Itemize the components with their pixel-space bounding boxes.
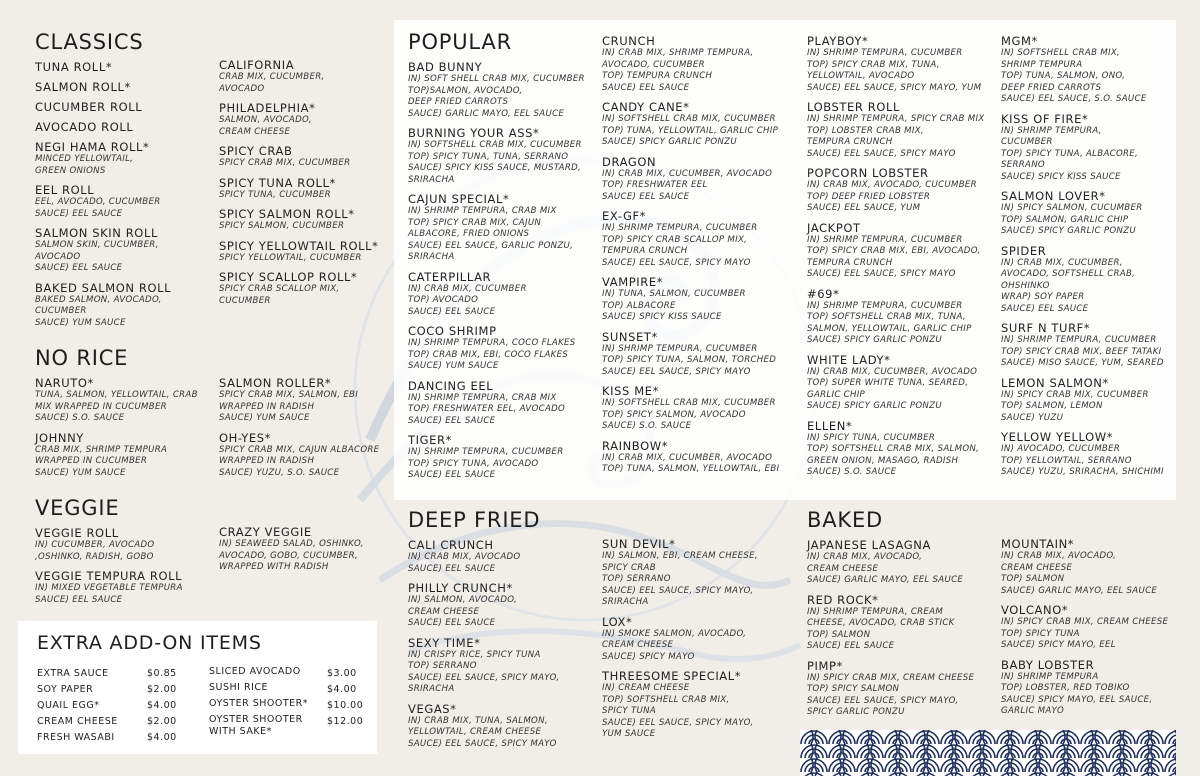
- menu-item-description: IN) CRAB MIX, CUCUMBER, AVOCADO TOP) FRESHWATER EEL SAUCE) EEL SAUCE: [602, 168, 773, 202]
- menu-item-name: VOLCANO*: [1001, 603, 1069, 617]
- addon-price: $10.00: [327, 700, 364, 711]
- baked-column-1: [807, 538, 999, 719]
- menu-item-description: IN) CRAB MIX, AVOCADO, CUCUMBER TOP) DEEP FRIED LOBSTER SAUCE) EEL SAUCE, YUM: [807, 180, 977, 213]
- no-rice-section: [35, 346, 215, 485]
- menu-item-description: IN) CRAB MIX, CUCUMBER TOP) AVOCADO SAUCE) EEL SAUCE: [408, 283, 527, 317]
- deep-fried-column-1: [408, 538, 600, 750]
- addon-name: OYSTER SHOOTER WITH SAKE*: [209, 714, 303, 737]
- menu-item-description: SPICY CRAB MIX, SALMON, EBI WRAPPED IN RADISH SAUCE) YUM SAUCE: [219, 390, 359, 423]
- menu-item-name: SEXY TIME*: [408, 635, 481, 650]
- menu-item-description: IN) SPICY CRAB MIX, CREAM CHEESE TOP) SPICY SALMON SAUCE) EEL SAUCE, SPICY MAYO, SPICY GARLIC PONZU: [807, 672, 975, 717]
- menu-item-name: BAKED SALMON ROLL: [35, 280, 172, 295]
- menu-item-name: PHILLY CRUNCH*: [408, 581, 513, 595]
- menu-item-name: CRUNCH: [602, 34, 656, 48]
- classics-right-column: [219, 58, 394, 313]
- menu-item-description: IN) SHRIMP TEMPURA, CRAB MIX TOP) SPICY CRAB MIX, CAJUN ALBACORE, FRIED ONIONS SAUCE) EEL SAUCE, GARLIC PONZU, SRIRACHA: [408, 206, 574, 262]
- menu-item-description: IN) SHRIMP TEMPURA TOP) LOBSTER, RED TOBIKO SAUCE) SPICY MAYO, EEL SAUCE, GARLIC MAYO: [1001, 671, 1153, 716]
- menu-item: [602, 439, 802, 476]
- menu-item-description: IN) SHRIMP TEMPURA, COCO FLAKES TOP) CRAB MIX, EBI, COCO FLAKES SAUCE) YUM SAUCE: [408, 338, 576, 371]
- menu-item-name: KISS ME*: [602, 384, 659, 398]
- menu-item: [219, 431, 394, 480]
- menu-item-description: TUNA, SALMON, YELLOWTAIL, CRAB MIX WRAPPED IN CUCUMBER SAUCE) S.O. SAUCE: [35, 390, 198, 423]
- menu-item: [1001, 34, 1176, 106]
- menu-item: [408, 636, 600, 696]
- menu-item-description: SPICY CRAB SCALLOP MIX, CUCUMBER: [219, 284, 340, 306]
- menu-item-name: SUNSET*: [602, 329, 658, 344]
- menu-item-description: IN) SHRIMP TEMPURA, CUCUMBER TOP) SOFTSHELL CRAB MIX, TUNA, SALMON, YELLOWTAIL, GARLIC CHIP SAUCE) SPICY GARLIC PONZU: [807, 300, 972, 345]
- menu-item: [408, 581, 600, 630]
- deep-fried-title: DEEP FRIED: [408, 508, 541, 532]
- menu-item: [602, 537, 797, 609]
- menu-item: [602, 384, 802, 433]
- addons-title: EXTRA ADD-ON ITEMS: [37, 632, 262, 654]
- menu-item: [35, 526, 215, 563]
- menu-item: [219, 58, 394, 95]
- seigaiha-pattern: [800, 730, 1176, 776]
- addon-row: [209, 698, 389, 714]
- menu-item-description: IN) SALMON, EBI, CREAM CHEESE, SPICY CRAB TOP) SERRANO SAUCE) EEL SAUCE, SPICY MAYO, SRIRACHA: [602, 551, 758, 607]
- menu-item-name: VEGGIE ROLL: [35, 526, 119, 540]
- menu-item-name: SALMON ROLL*: [35, 80, 131, 94]
- menu-item: [1001, 603, 1179, 652]
- menu-item-name: EEL ROLL: [35, 183, 95, 197]
- baked-column-2-wrap: [1001, 537, 1179, 724]
- classics-title: CLASSICS: [35, 30, 144, 54]
- classics-right-list: [219, 58, 394, 307]
- menu-item-name: VAMPIRE*: [602, 275, 664, 289]
- menu-item-name: CALI CRUNCH: [408, 538, 494, 552]
- menu-item-name: PHILADELPHIA*: [219, 101, 316, 115]
- menu-item: [408, 126, 600, 186]
- menu-item-description: IN) SPICY CRAB MIX, CREAM CHEESE TOP) SPICY TUNA SAUCE) SPICY MAYO, EEL: [1001, 617, 1169, 650]
- addon-price: $4.00: [147, 732, 177, 743]
- addon-price: $2.00: [147, 716, 177, 727]
- menu-item-description: IN) SMOKE SALMON, AVOCADO, CREAM CHEESE SAUCE) SPICY MAYO: [602, 628, 747, 662]
- menu-item: [35, 281, 215, 330]
- menu-item-name: JACKPOT: [807, 220, 861, 235]
- menu-item-description: IN) SHRIMP TEMPURA, CRAB MIX TOP) FRESHWATER EEL, AVOCADO SAUCE) EEL SAUCE: [408, 392, 566, 426]
- addon-name: QUAIL EGG*: [37, 700, 100, 711]
- menu-item-description: CRAB MIX, SHRIMP TEMPURA WRAPPED IN CUCUMBER SAUCE) YUM SAUCE: [35, 444, 168, 478]
- baked-title: BAKED: [807, 508, 883, 532]
- menu-item-name: SUN DEVIL*: [602, 537, 676, 551]
- popular-column-3: [807, 34, 999, 479]
- addon-row: [37, 730, 209, 746]
- menu-item-description: IN) CRAB MIX, AVOCADO, CREAM CHEESE SAUCE) GARLIC MAYO, EEL SAUCE: [807, 552, 964, 585]
- menu-item-description: SALMON SKIN, CUCUMBER, AVOCADO SAUCE) EEL SAUCE: [35, 240, 159, 273]
- addon-row: [37, 666, 209, 682]
- menu-item-name: NEGI HAMA ROLL*: [35, 140, 150, 154]
- menu-item: [807, 221, 999, 281]
- menu-item-name: #69*: [807, 286, 840, 301]
- menu-item: [1001, 321, 1176, 370]
- menu-item-name: VEGGIE TEMPURA ROLL: [35, 569, 183, 583]
- menu-item: [219, 101, 394, 138]
- menu-item-description: SALMON, AVOCADO, CREAM CHEESE: [219, 115, 312, 137]
- menu-item: [807, 419, 999, 479]
- menu-item-description: IN) SHRIMP TEMPURA, SPICY CRAB MIX TOP) LOBSTER CRAB MIX, TEMPURA CRUNCH SAUCE) EEL SAUCE, SPICY MAYO: [807, 114, 985, 159]
- deep-fried-section: [408, 508, 600, 756]
- menu-item-name: WHITE LADY*: [807, 352, 891, 367]
- menu-item-name: AVOCADO ROLL: [35, 120, 134, 134]
- menu-item-name: TIGER*: [408, 433, 452, 447]
- menu-item-description: IN) SHRIMP TEMPURA, CUCUMBER TOP) SPICY CRAB MIX, TUNA, YELLOWTAIL, AVOCADO SAUCE) EEL SAUCE, SPICY MAYO, YUM: [807, 48, 982, 93]
- menu-item: [219, 207, 394, 233]
- menu-item: [35, 100, 215, 114]
- menu-item-name: SALMON ROLLER*: [219, 376, 332, 390]
- menu-item-name: SALMON SKIN ROLL: [35, 226, 158, 240]
- menu-item-description: IN) AVOCADO, CUCUMBER TOP) YELLOWTAIL, SERRANO SAUCE) YUZU, SRIRACHA, SHICHIMI: [1001, 444, 1164, 477]
- menu-item: [1001, 244, 1176, 316]
- menu-item: [1001, 112, 1176, 184]
- menu-item-name: EX-GF*: [602, 209, 647, 223]
- menu-item-description: IN) SEAWEED SALAD, OSHINKO, AVOCADO, GOBO, CUCUMBER, WRAPPED WITH RADISH: [219, 539, 364, 572]
- addons-left-list: [37, 666, 209, 746]
- menu-item-description: IN) CREAM CHEESE TOP) SOFTSHELL CRAB MIX, SPICY TUNA SAUCE) EEL SAUCE, SPICY MAYO, YUM SAUCE: [602, 683, 754, 739]
- menu-item: [35, 183, 215, 220]
- addon-row: [209, 714, 389, 738]
- addon-price: $12.00: [327, 716, 364, 727]
- menu-item-name: JOHNNY: [35, 430, 84, 445]
- menu-item: [1001, 376, 1176, 425]
- addon-name: CREAM CHEESE: [37, 716, 118, 727]
- veggie-left-list: [35, 526, 215, 606]
- baked-section: [807, 508, 999, 725]
- baked-column-2: [1001, 537, 1179, 718]
- menu-item-name: KISS OF FIRE*: [1001, 111, 1089, 126]
- deep-fried-column-2: [602, 537, 797, 741]
- addon-name: FRESH WASABI: [37, 732, 115, 743]
- menu-item-name: CATERPILLAR: [408, 269, 492, 284]
- menu-item-description: IN) CRAB MIX, SHRIMP TEMPURA, AVOCADO, CUCUMBER TOP) TEMPURA CRUNCH SAUCE) EEL SAUCE: [602, 48, 754, 93]
- menu-item: [602, 100, 802, 149]
- popular-title: POPULAR: [408, 30, 512, 54]
- menu-item: [1001, 189, 1176, 238]
- menu-item: [602, 155, 802, 204]
- menu-item: [1001, 658, 1179, 718]
- menu-item: [408, 324, 600, 373]
- addon-name: SLICED AVOCADO: [209, 666, 301, 677]
- menu-item-description: SPICY SALMON, CUCUMBER: [219, 221, 345, 231]
- menu-item-description: IN) CRAB MIX, AVOCADO, CREAM CHEESE TOP) SALMON SAUCE) GARLIC MAYO, EEL SAUCE: [1001, 551, 1158, 596]
- menu-item: [408, 270, 600, 319]
- menu-item-name: SPICY SALMON ROLL*: [219, 207, 355, 221]
- menu-item-name: THREESOME SPECIAL*: [602, 669, 742, 683]
- menu-item: [807, 100, 999, 160]
- menu-item-name: RED ROCK*: [807, 592, 879, 607]
- addon-name: EXTRA SAUCE: [37, 668, 109, 679]
- menu-item: [1001, 537, 1179, 597]
- menu-item-description: IN) SHRIMP TEMPURA, CUCUMBER TOP) SPICY CRAB SCALLOP MIX, TEMPURA CRUNCH SAUCE) EEL SAUCE, SPICY MAYO: [602, 223, 758, 268]
- veggie-right-column: [219, 525, 394, 580]
- menu-item: [602, 209, 802, 269]
- menu-item-name: POPCORN LOBSTER: [807, 166, 929, 180]
- menu-item: [408, 192, 600, 264]
- menu-item: [35, 80, 215, 94]
- popular-column-4-wrap: [1001, 34, 1176, 485]
- menu-item-description: IN) SHRIMP TEMPURA, CREAM CHEESE, AVOCADO, CRAB STICK TOP) SALMON SAUCE) EEL SAUCE: [807, 606, 955, 651]
- no-rice-title: NO RICE: [35, 346, 129, 370]
- menu-item-name: MGM*: [1001, 34, 1038, 48]
- menu-item: [35, 120, 215, 134]
- menu-item-description: IN) SOFTSHELL CRAB MIX, CUCUMBER TOP) SPICY SALMON, AVOCADO SAUCE) S.O. SAUCE: [602, 398, 776, 431]
- menu-item: [807, 353, 999, 413]
- menu-item: [807, 166, 999, 215]
- menu-item-description: SPICY TUNA, CUCUMBER: [219, 189, 331, 200]
- menu-item-name: CANDY CANE*: [602, 100, 690, 114]
- menu-item-name: RAINBOW*: [602, 438, 669, 453]
- menu-item: [1001, 430, 1176, 479]
- menu-item-name: VEGAS*: [408, 701, 457, 716]
- classics-left-list: [35, 60, 215, 329]
- addon-name: OYSTER SHOOTER*: [209, 698, 309, 709]
- menu-item: [219, 144, 394, 170]
- menu-item-name: CAJUN SPECIAL*: [408, 192, 510, 206]
- menu-item: [219, 239, 394, 265]
- addon-price: $0.85: [147, 668, 177, 679]
- menu-item-description: IN) SOFT SHELL CRAB MIX, CUCUMBER TOP)SALMON, AVOCADO, DEEP FRIED CARROTS SAUCE) GARLIC MAYO, EEL SAUCE: [408, 74, 585, 119]
- menu-item: [602, 330, 802, 379]
- menu-item-description: IN) SHRIMP TEMPURA, CUCUMBER TOP) SPICY CRAB MIX, BEEF TATAKI SAUCE) MISO SAUCE, YUM, SEARED: [1001, 335, 1164, 368]
- menu-item-name: DANCING EEL: [408, 378, 494, 393]
- menu-item-name: SPICY YELLOWTAIL ROLL*: [219, 238, 379, 253]
- menu-item: [35, 60, 215, 74]
- addon-name: SUSHI RICE: [209, 682, 269, 693]
- addon-name: SOY PAPER: [37, 684, 94, 695]
- menu-item-description: IN) TUNA, SALMON, CUCUMBER TOP) ALBACORE SAUCE) SPICY KISS SAUCE: [602, 289, 746, 322]
- menu-item-description: IN) SOFTSHELL CRAB MIX, SHRIMP TEMPURA TOP) TUNA, SALMON, ONO, DEEP FRIED CARROTS SAUCE) EEL SAUCE, S.O. SAUCE: [1001, 48, 1147, 104]
- menu-item-name: SURF N TURF*: [1001, 321, 1091, 335]
- menu-item-description: IN) CRAB MIX, CUCUMBER, AVOCADO, SOFTSHELL CRAB, OHSHINKO WRAP) SOY PAPER SAUCE) EEL SAUCE: [1001, 257, 1136, 314]
- addon-row: [37, 714, 209, 730]
- menu-item-name: CUCUMBER ROLL: [35, 100, 143, 114]
- menu-item-name: PLAYBOY*: [807, 34, 869, 48]
- menu-item-description: BAKED SALMON, AVOCADO, CUCUMBER SAUCE) YUM SAUCE: [35, 294, 162, 328]
- menu-item-description: MINCED YELLOWTAIL, GREEN ONIONS: [35, 154, 134, 176]
- addon-price: $4.00: [327, 684, 357, 695]
- menu-item: [602, 669, 797, 741]
- no-rice-left-list: [35, 376, 215, 479]
- menu-item: [35, 226, 215, 275]
- menu-item: [408, 538, 600, 575]
- menu-item-name: YELLOW YELLOW*: [1001, 430, 1114, 444]
- classics-section: [35, 30, 215, 335]
- menu-item-name: COCO SHRIMP: [408, 324, 497, 338]
- menu-item-name: LOBSTER ROLL: [807, 100, 901, 114]
- menu-item-name: BABY LOBSTER: [1001, 657, 1095, 672]
- menu-item-description: IN) SPICY CRAB MIX, CUCUMBER TOP) SALMON, LEMON SAUCE) YUZU: [1001, 389, 1149, 423]
- menu-item: [408, 433, 600, 482]
- menu-item-description: IN) SHRIMP TEMPURA, CUCUMBER TOP) SPICY TUNA, ALBACORE, SERRANO SAUCE) SPICY KISS SAUCE: [1001, 125, 1139, 182]
- menu-item-description: IN) SHRIMP TEMPURA, CUCUMBER TOP) SPICY CRAB MIX, EBI, AVOCADO, TEMPURA CRUNCH SAUCE) EEL SAUCE, SPICY MAYO: [807, 234, 981, 279]
- menu-item: [602, 615, 797, 664]
- veggie-right-list: [219, 525, 394, 574]
- menu-item: [219, 176, 394, 202]
- menu-item-description: IN) MIXED VEGETABLE TEMPURA SAUCE) EEL SAUCE: [35, 583, 183, 605]
- menu-item-name: SPICY TUNA ROLL*: [219, 175, 336, 190]
- menu-item-description: IN) CRISPY RICE, SPICY TUNA TOP) SERRANO SAUCE) EEL SAUCE, SPICY MAYO, SRIRACHA: [408, 649, 560, 694]
- menu-item-description: IN) CRAB MIX, TUNA, SALMON, YELLOWTAIL, CREAM CHEESE SAUCE) EEL SAUCE, SPICY MAYO: [408, 715, 557, 749]
- menu-item-name: SALMON LOVER*: [1001, 189, 1106, 203]
- menu-item-name: TUNA ROLL*: [35, 60, 113, 74]
- menu-item-name: JAPANESE LASAGNA: [807, 538, 931, 552]
- menu-item: [35, 140, 215, 177]
- menu-item-name: NARUTO*: [35, 376, 94, 390]
- menu-item-description: EEL, AVOCADO, CUCUMBER SAUCE) EEL SAUCE: [35, 197, 161, 219]
- menu-item: [807, 34, 999, 94]
- addon-row: [37, 682, 209, 698]
- addons-section: [37, 632, 367, 746]
- menu-item: [602, 34, 802, 94]
- menu-item-description: IN) SPICY SALMON, CUCUMBER TOP) SALMON, GARLIC CHIP SAUCE) SPICY GARLIC PONZU: [1001, 203, 1143, 236]
- menu-item: [807, 538, 999, 587]
- menu-item-name: SPICY CRAB: [219, 144, 293, 158]
- menu-item: [807, 593, 999, 653]
- menu-item: [35, 569, 215, 606]
- menu-item-description: SPICY CRAB MIX, CUCUMBER: [219, 158, 351, 168]
- menu-item-name: BURNING YOUR ASS*: [408, 126, 540, 140]
- menu-item-name: PIMP*: [807, 658, 843, 673]
- menu-item: [219, 525, 394, 574]
- menu-item-description: IN) CRAB MIX, CUCUMBER, AVOCADO TOP) TUNA, SALMON, YELLOWTAIL, EBI: [602, 452, 780, 474]
- menu-item-name: LOX*: [602, 614, 633, 629]
- menu-item: [408, 379, 600, 428]
- menu-item: [408, 60, 600, 120]
- popular-column-3-wrap: [807, 34, 999, 485]
- menu-item: [807, 287, 999, 347]
- menu-item-name: OH-YES*: [219, 430, 272, 445]
- menu-item: [807, 659, 999, 719]
- menu-item-description: IN) CUCUMBER, AVOCADO ,OSHINKO, RADISH, GOBO: [35, 540, 155, 562]
- popular-column-4: [1001, 34, 1176, 479]
- addon-price: $2.00: [147, 684, 177, 695]
- menu-item-name: BAD BUNNY: [408, 60, 483, 74]
- menu-item-name: CALIFORNIA: [219, 58, 295, 72]
- popular-column-2: [602, 34, 802, 476]
- menu-item-description: IN) SALMON, AVOCADO, CREAM CHEESE SAUCE) EEL SAUCE: [408, 595, 517, 628]
- addons-right-list: [209, 666, 389, 746]
- menu-item: [408, 702, 600, 751]
- addon-row: [209, 682, 389, 698]
- no-rice-right-column: [219, 376, 394, 485]
- veggie-section: [35, 496, 215, 612]
- menu-item-description: SPICY YELLOWTAIL, CUCUMBER: [219, 252, 362, 263]
- veggie-title: VEGGIE: [35, 496, 120, 520]
- popular-column-1: [408, 60, 600, 482]
- menu-item-description: IN) SPICY TUNA, CUCUMBER TOP) SOFTSHELL CRAB MIX, SALMON, GREEN ONION, MASAGO, RADISH SAUCE) S.O. SAUCE: [807, 432, 980, 477]
- menu-item-description: SPICY CRAB MIX, CAJUN ALBACORE WRAPPED IN RADISH SAUCE) YUZU, S.O. SAUCE: [219, 444, 380, 478]
- menu-item-description: IN) SHRIMP TEMPURA, CUCUMBER TOP) SPICY TUNA, AVOCADO SAUCE) EEL SAUCE: [408, 447, 564, 480]
- menu-item: [219, 270, 394, 307]
- menu-item-description: IN) CRAB MIX, AVOCADO SAUCE) EEL SAUCE: [408, 552, 521, 574]
- addon-row: [209, 666, 389, 682]
- menu-item: [35, 431, 215, 480]
- menu-item-description: IN) SOFTSHELL CRAB MIX, CUCUMBER TOP) TUNA, YELLOWTAIL, GARLIC CHIP SAUCE) SPICY GARLIC PONZU: [602, 114, 779, 147]
- no-rice-right-list: [219, 376, 394, 479]
- popular-column-2-wrap: [602, 34, 802, 482]
- menu-item-description: CRAB MIX, CUCUMBER, AVOCADO: [219, 72, 325, 94]
- menu-item-description: IN) CRAB MIX, CUCUMBER, AVOCADO TOP) SUPER WHITE TUNA, SEARED, GARLIC CHIP SAUCE) SPICY GARLIC PONZU: [807, 366, 978, 411]
- menu-item-description: IN) SOFTSHELL CRAB MIX, CUCUMBER TOP) SPICY TUNA, TUNA, SERRANO SAUCE) SPICY KISS SAUCE, MUSTARD, SRIRACHA: [408, 140, 582, 185]
- menu-item-name: SPIDER: [1001, 243, 1047, 258]
- addon-row: [37, 698, 209, 714]
- menu-item-name: CRAZY VEGGIE: [219, 525, 312, 539]
- menu-item-name: SPICY SCALLOP ROLL*: [219, 270, 358, 284]
- menu-item-name: DRAGON: [602, 154, 657, 169]
- popular-section: [408, 30, 600, 488]
- menu-item-name: MOUNTAIN*: [1001, 537, 1075, 551]
- menu-item-name: ELLEN*: [807, 418, 853, 433]
- menu-item: [35, 376, 215, 425]
- addon-price: $3.00: [327, 668, 357, 679]
- menu-item: [219, 376, 394, 425]
- menu-item: [602, 275, 802, 324]
- menu-item-description: IN) SHRIMP TEMPURA, CUCUMBER TOP) SPICY TUNA, SALMON, TORCHED SAUCE) EEL SAUCE, SPICY MAYO: [602, 343, 777, 377]
- menu-item-name: LEMON SALMON*: [1001, 375, 1109, 390]
- deep-fried-column-2-wrap: [602, 537, 797, 747]
- addon-price: $4.00: [147, 700, 177, 711]
